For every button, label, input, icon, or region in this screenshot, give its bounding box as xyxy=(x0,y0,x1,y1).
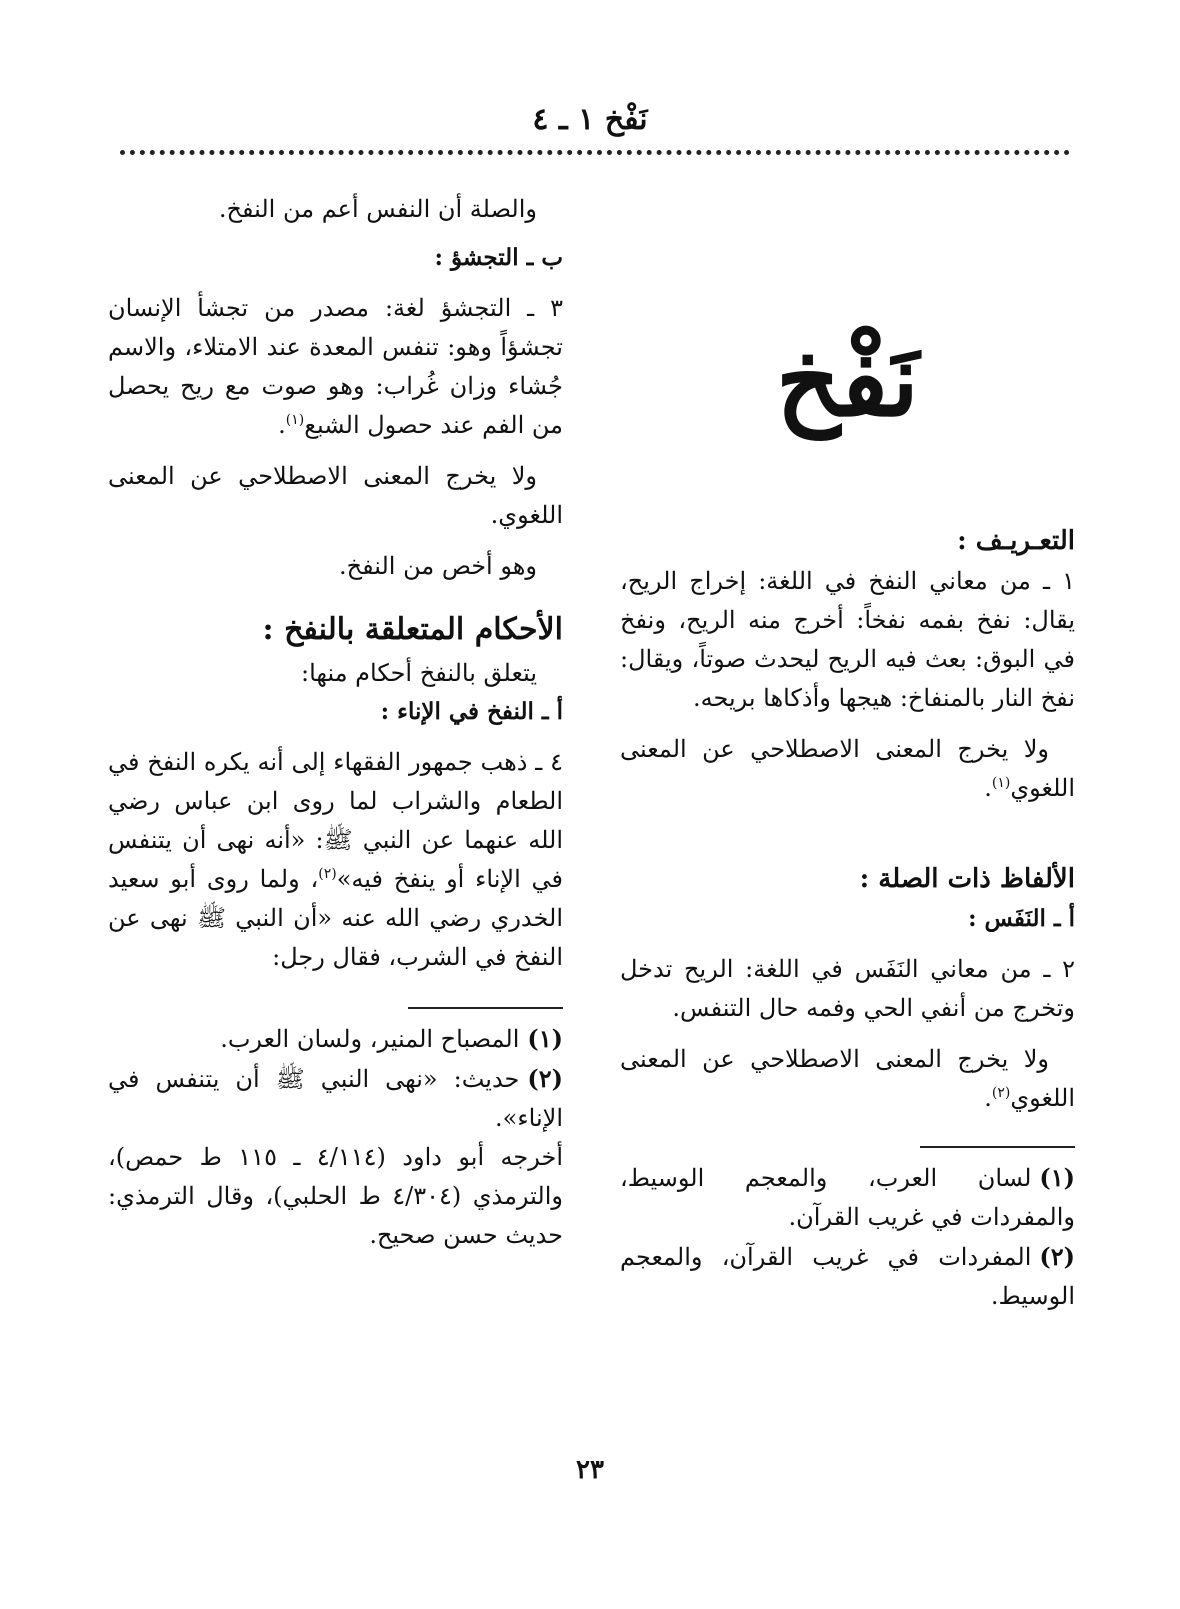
footnote-rule xyxy=(408,1007,563,1009)
footnote-text: حديث: «نهى النبي ﷺ أن يتنفس في الإناء». xyxy=(108,1065,563,1132)
header-dotted-rule xyxy=(120,150,1070,155)
heading-definition: التعـريـف : xyxy=(957,526,1075,556)
paragraph-definition: ١ ـ من معاني النفخ في اللغة: إخراج الريح، يقال: نفخ بفمه نفخاً: أخرج منه الريح، ونفخ في البوق: بعث فيه الريح ليحدث صوتاً، ويقال: نفخ النار بالمنفاخ: هيجها وأذكاها بريحه. xyxy=(620,567,1075,712)
paragraph-text: ٣ ـ التجشؤ لغة: مصدر من تجشأ الإنسان تجشؤاً وهو: تنفس المعدة عند الامتلاء، والاسم جُشاء وزان غُراب: وهو صوت مع ريح يحصل من الفم عند حصول الشبع xyxy=(108,294,563,439)
page-number: ٢٣ xyxy=(576,1455,604,1485)
paragraph-more-specific: وهو أخص من النفخ. xyxy=(338,552,537,580)
footnote xyxy=(108,1019,563,1059)
footnote-ref: (١) xyxy=(285,412,305,428)
entry-title: نَفْخ xyxy=(776,321,919,439)
left-column xyxy=(108,190,563,1255)
footnote xyxy=(620,1158,1075,1237)
paragraph-text: ٤ ـ ذهب جمهور الفقهاء إلى أنه يكره النفخ في الطعام والشراب لما روى ابن عباس رضي الله عنهما عن النبي ﷺ: «أنه نهى أن يتنفس في الإناء أو ينفخ فيه» xyxy=(108,748,564,893)
paragraph-relation: والصلة أن النفس أعم من النفخ. xyxy=(218,195,537,223)
paragraph-blowing-in-vessel xyxy=(108,743,563,977)
footnote xyxy=(620,1237,1075,1316)
paragraph-text: ، ولما روى أبو سعيد الخدري رضي الله عنه «أن النبي ﷺ نهى عن النفخ في الشرب، فقال رجل: xyxy=(108,865,563,971)
paragraph-end: . xyxy=(278,411,286,439)
footnote-rule xyxy=(920,1146,1075,1148)
footnote-text: المفردات في غريب القرآن، والمعجم الوسيط. xyxy=(620,1243,1075,1310)
heading-tajashshu: ب ـ التجشؤ : xyxy=(434,244,563,271)
heading-related-terms: الألفاظ ذات الصلة : xyxy=(859,864,1075,894)
heading-blowing-in-vessel: أ ـ النفخ في الإناء : xyxy=(380,698,563,725)
footnote-ref: (٢) xyxy=(318,866,337,882)
paragraph-technical-meaning xyxy=(620,730,1075,808)
paragraph-tajashshu-technical: ولا يخرج المعنى الاصطلاحي عن المعنى اللغوي. xyxy=(108,462,563,529)
heading-rulings: الأحكام المتعلقة بالنفخ : xyxy=(262,612,563,647)
footnote-text: المصباح المنير، ولسان العرب. xyxy=(220,1025,520,1053)
paragraph-nafas: ٢ ـ من معاني النَفَس في اللغة: الريح تدخل وتخرج من أنفي الحي وفمه حال التنفس. xyxy=(620,955,1075,1022)
paragraph-text: ولا يخرج المعنى الاصطلاحي عن المعنى اللغوي xyxy=(620,1045,1075,1112)
heading-nafas: أ ـ النَفَس : xyxy=(968,905,1075,932)
footnote-ref: (٢) xyxy=(991,1085,1011,1101)
paragraph-text: ولا يخرج المعنى الاصطلاحي عن المعنى اللغوي xyxy=(620,735,1075,802)
footnote-number: (٢) xyxy=(527,1064,563,1093)
right-column xyxy=(620,190,1075,1316)
footnote-text: لسان العرب، والمعجم الوسيط، والمفردات في غريب القرآن. xyxy=(620,1164,1075,1231)
paragraph-end: . xyxy=(984,774,992,802)
paragraph-rulings-intro: يتعلق بالنفخ أحكام منها: xyxy=(300,659,537,687)
footnote-number: (١) xyxy=(527,1024,563,1053)
footnote-number: (٢) xyxy=(1039,1242,1075,1271)
footnote xyxy=(108,1059,563,1138)
footnote-continuation: أخرجه أبو داود (٤/١١٤ ـ ١١٥ ط حمص)، والترمذي (٤/٣٠٤ ط الحلبي)، وقال الترمذي: حديث حسن صحيح. xyxy=(108,1143,563,1249)
running-head: نَفْخ ١ ـ ٤ xyxy=(532,102,648,137)
paragraph-nafas-technical xyxy=(620,1040,1075,1118)
footnote-ref: (١) xyxy=(991,775,1011,791)
footnote-number: (١) xyxy=(1039,1163,1075,1192)
paragraph-tajashshu xyxy=(108,289,563,445)
paragraph-end: . xyxy=(984,1084,992,1112)
